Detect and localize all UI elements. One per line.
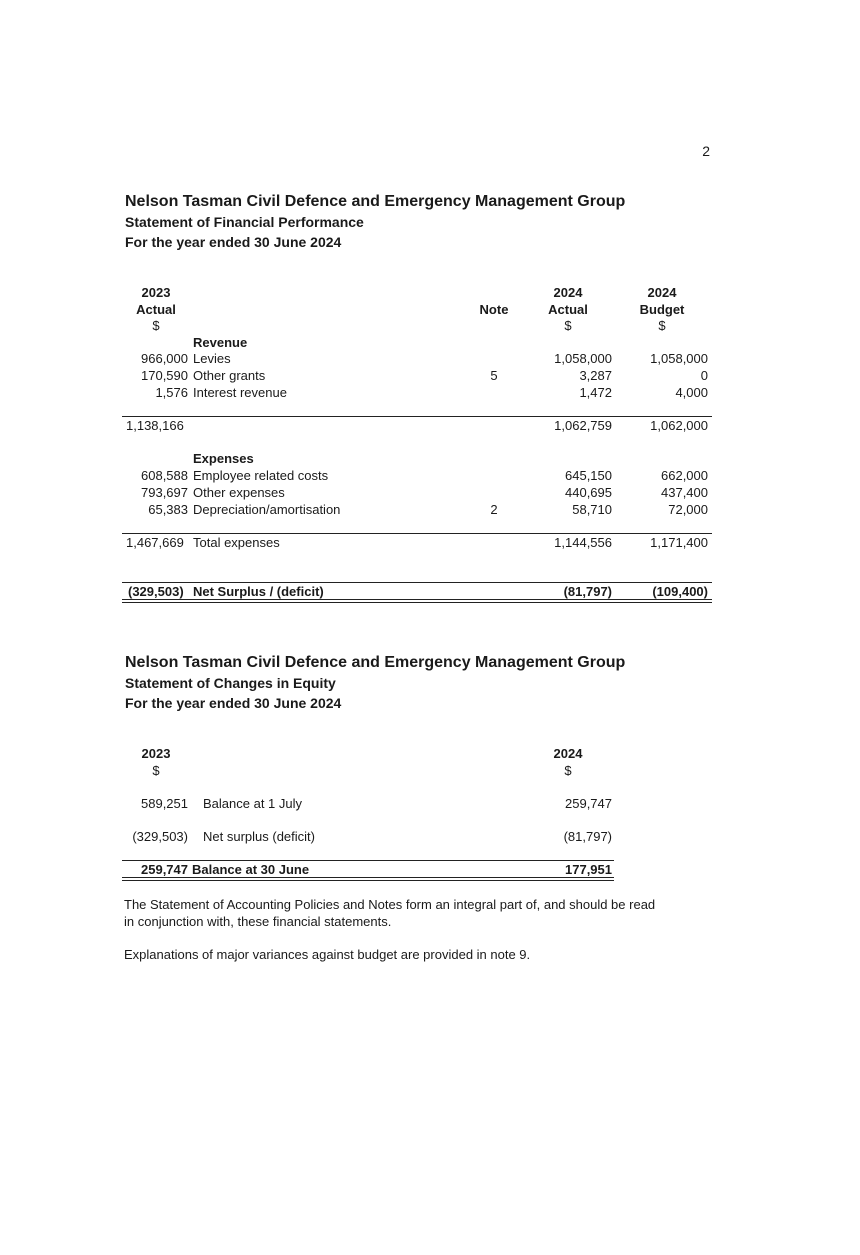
divider xyxy=(122,533,712,534)
row-label: Depreciation/amortisation xyxy=(193,502,341,517)
net-prior: (329,503) xyxy=(128,584,184,599)
total-label: Total expenses xyxy=(193,535,280,550)
header-2024-actual-unit: $ xyxy=(564,318,572,333)
row-budget: 0 xyxy=(700,368,708,383)
policies-note-line: in conjunction with, these financial statements. xyxy=(124,914,392,929)
header-2023-year: 2023 xyxy=(141,285,171,300)
row-note: 2 xyxy=(490,502,498,517)
net-label: Net Surplus / (deficit) xyxy=(193,584,324,599)
statement-title: Statement of Financial Performance xyxy=(125,214,364,230)
statement-title: Statement of Changes in Equity xyxy=(125,675,336,691)
row-actual: 1,058,000 xyxy=(554,351,612,366)
row-actual: 1,472 xyxy=(579,385,612,400)
row-budget: 4,000 xyxy=(675,385,708,400)
row-note: 5 xyxy=(490,368,498,383)
header-2023-unit: $ xyxy=(152,318,160,333)
row-budget: 437,400 xyxy=(661,485,708,500)
row-actual: 440,695 xyxy=(565,485,612,500)
header-2024-actual-type: Actual xyxy=(548,302,588,317)
total-budget: 1,171,400 xyxy=(650,535,708,550)
header-2024-budget-type: Budget xyxy=(639,302,685,317)
total-budget: 1,062,000 xyxy=(650,418,708,433)
header-2024-budget-year: 2024 xyxy=(647,285,677,300)
header-note: Note xyxy=(479,302,509,317)
variances-note: Explanations of major variances against budget are provided in note 9. xyxy=(124,947,531,962)
divider xyxy=(122,582,712,583)
header-2023-unit: $ xyxy=(152,763,160,778)
double-underline xyxy=(122,599,712,600)
expenses-heading: Expenses xyxy=(193,451,254,466)
row-budget: 72,000 xyxy=(668,502,708,517)
period-label: For the year ended 30 June 2024 xyxy=(125,234,342,250)
row-label: Net surplus (deficit) xyxy=(203,829,315,844)
net-actual: (81,797) xyxy=(563,584,612,599)
row-actual: 58,710 xyxy=(572,502,612,517)
header-2024-budget-unit: $ xyxy=(658,318,666,333)
row-prior: 966,000 xyxy=(141,351,188,366)
header-2023-year: 2023 xyxy=(141,746,171,761)
row-budget: 1,058,000 xyxy=(650,351,708,366)
header-2024-unit: $ xyxy=(564,763,572,778)
total-prior: 1,467,669 xyxy=(126,535,184,550)
row-actual: 645,150 xyxy=(565,468,612,483)
row-prior: 65,383 xyxy=(148,502,188,517)
double-underline xyxy=(122,877,614,878)
double-underline xyxy=(122,602,712,603)
closing-label: Balance at 30 June xyxy=(192,862,310,877)
header-2024-actual-year: 2024 xyxy=(553,285,583,300)
divider xyxy=(122,416,712,417)
policies-note-line: The Statement of Accounting Policies and Notes form an integral part of, and should be read xyxy=(124,897,656,912)
net-budget: (109,400) xyxy=(652,584,708,599)
row-prior: (329,503) xyxy=(132,829,188,844)
total-actual: 1,144,556 xyxy=(554,535,612,550)
divider xyxy=(122,860,614,861)
org-title: Nelson Tasman Civil Defence and Emergency Management Group xyxy=(125,193,626,210)
double-underline xyxy=(122,880,614,881)
row-current: 259,747 xyxy=(565,796,612,811)
row-prior: 1,576 xyxy=(155,385,188,400)
row-current: (81,797) xyxy=(563,829,612,844)
header-2023-type: Actual xyxy=(136,302,176,317)
page-number: 2 xyxy=(702,143,710,159)
row-prior: 589,251 xyxy=(141,796,188,811)
row-prior: 608,588 xyxy=(141,468,188,483)
row-label: Balance at 1 July xyxy=(203,796,303,811)
closing-current: 177,951 xyxy=(565,862,612,877)
row-label: Interest revenue xyxy=(193,385,287,400)
period-label: For the year ended 30 June 2024 xyxy=(125,695,342,711)
row-label: Employee related costs xyxy=(193,468,329,483)
header-2024-year: 2024 xyxy=(553,746,583,761)
row-prior: 170,590 xyxy=(141,368,188,383)
org-title: Nelson Tasman Civil Defence and Emergency Management Group xyxy=(125,654,626,671)
row-budget: 662,000 xyxy=(661,468,708,483)
closing-prior: 259,747 xyxy=(141,862,188,877)
row-prior: 793,697 xyxy=(141,485,188,500)
row-label: Levies xyxy=(193,351,231,366)
row-actual: 3,287 xyxy=(579,368,612,383)
total-prior: 1,138,166 xyxy=(126,418,184,433)
total-actual: 1,062,759 xyxy=(554,418,612,433)
row-label: Other grants xyxy=(193,368,266,383)
row-label: Other expenses xyxy=(193,485,285,500)
policies-note xyxy=(124,896,724,930)
revenue-heading: Revenue xyxy=(193,335,248,350)
